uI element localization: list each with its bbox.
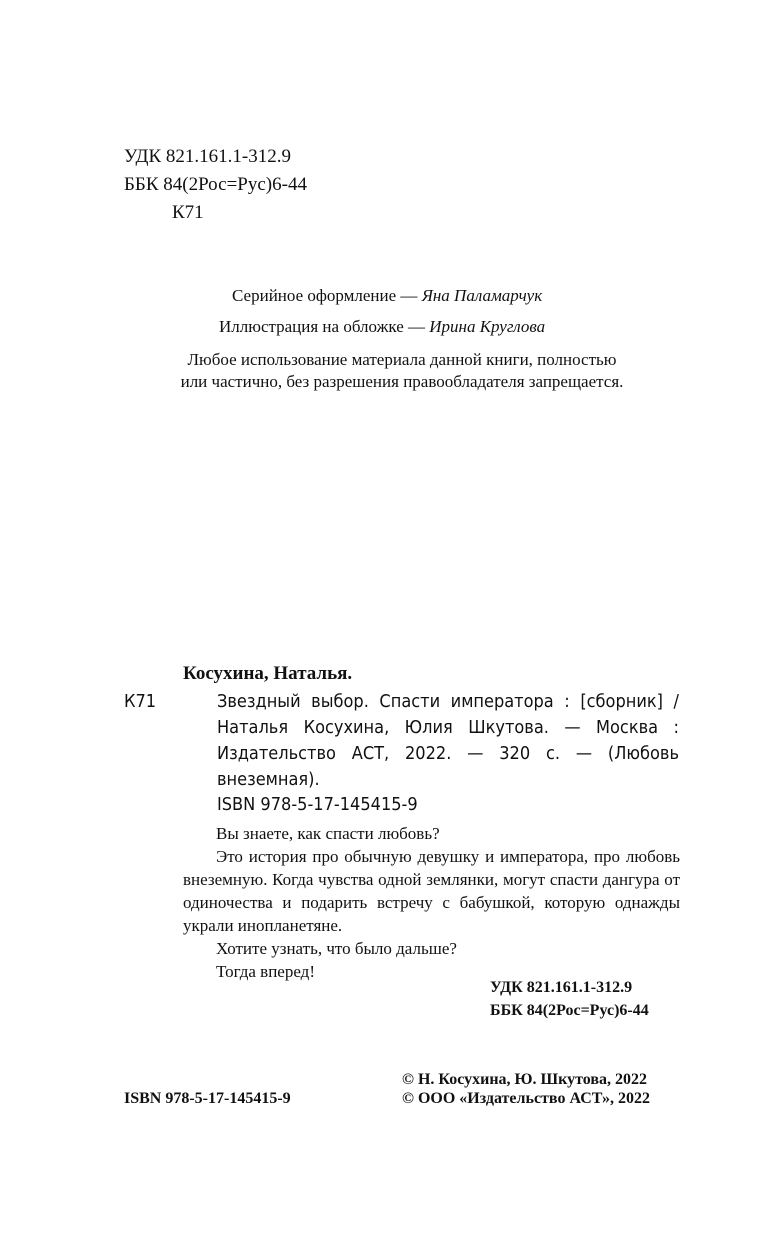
catalog-description: [217, 689, 679, 793]
annotation-paragraph: Вы знаете, как спасти любовь?: [216, 824, 440, 843]
udk-code: УДК 821.161.1-312.9: [124, 146, 291, 167]
bbk-code: ББК 84(2Рос=Рус)6-44: [124, 174, 307, 195]
series-design-label: Серийное оформление —: [232, 286, 422, 305]
catalog-isbn: ISBN 978-5-17-145415-9: [217, 794, 418, 815]
annotation: [183, 822, 680, 983]
annotation-paragraph: Это история про обычную девушку и императора, про любовь внеземную. Когда чувства одной землянки, могут спасти дангура от одиночества и подарить встречу с бабушкой, которую однажды украли инопланетяне.: [183, 847, 680, 935]
bottom-bbk-code: ББК 84(2Рос=Рус)6-44: [490, 1002, 649, 1019]
catalog-author-sign: К71: [124, 691, 157, 712]
cover-illustration-name: Ирина Круглова: [429, 317, 546, 336]
catalog-description-text: Звездный выбор. Спасти императора : [сборник] / Наталья Косухина, Юлия Шкутова. — Москва : Издательство АСТ, 2022. — 320 с. — (Любовь внеземная).: [217, 691, 679, 790]
annotation-paragraph: Тогда вперед!: [216, 962, 315, 981]
cover-illustration-label: Иллюстрация на обложке —: [219, 317, 430, 336]
copyright-notice-line1: Любое использование материала данной книги, полностью: [187, 350, 617, 369]
bottom-udk-code: УДК 821.161.1-312.9: [490, 979, 633, 996]
footer-isbn: ISBN 978-5-17-145415-9: [124, 1090, 291, 1107]
footer-copyright-publisher: © ООО «Издательство АСТ», 2022: [402, 1090, 651, 1107]
cover-illustration-credit: [219, 316, 545, 338]
footer-copyright-authors: © Н. Косухина, Ю. Шкутова, 2022: [402, 1071, 647, 1088]
annotation-paragraph: Хотите узнать, что было дальше?: [216, 939, 457, 958]
series-design-credit: [232, 285, 542, 307]
author-sign: К71: [172, 202, 204, 223]
copyright-notice-line2: или частично, без разрешения правообладателя запрещается.: [180, 372, 624, 391]
catalog-author-heading: Косухина, Наталья.: [183, 663, 353, 684]
series-design-name: Яна Паламарчук: [421, 286, 543, 305]
